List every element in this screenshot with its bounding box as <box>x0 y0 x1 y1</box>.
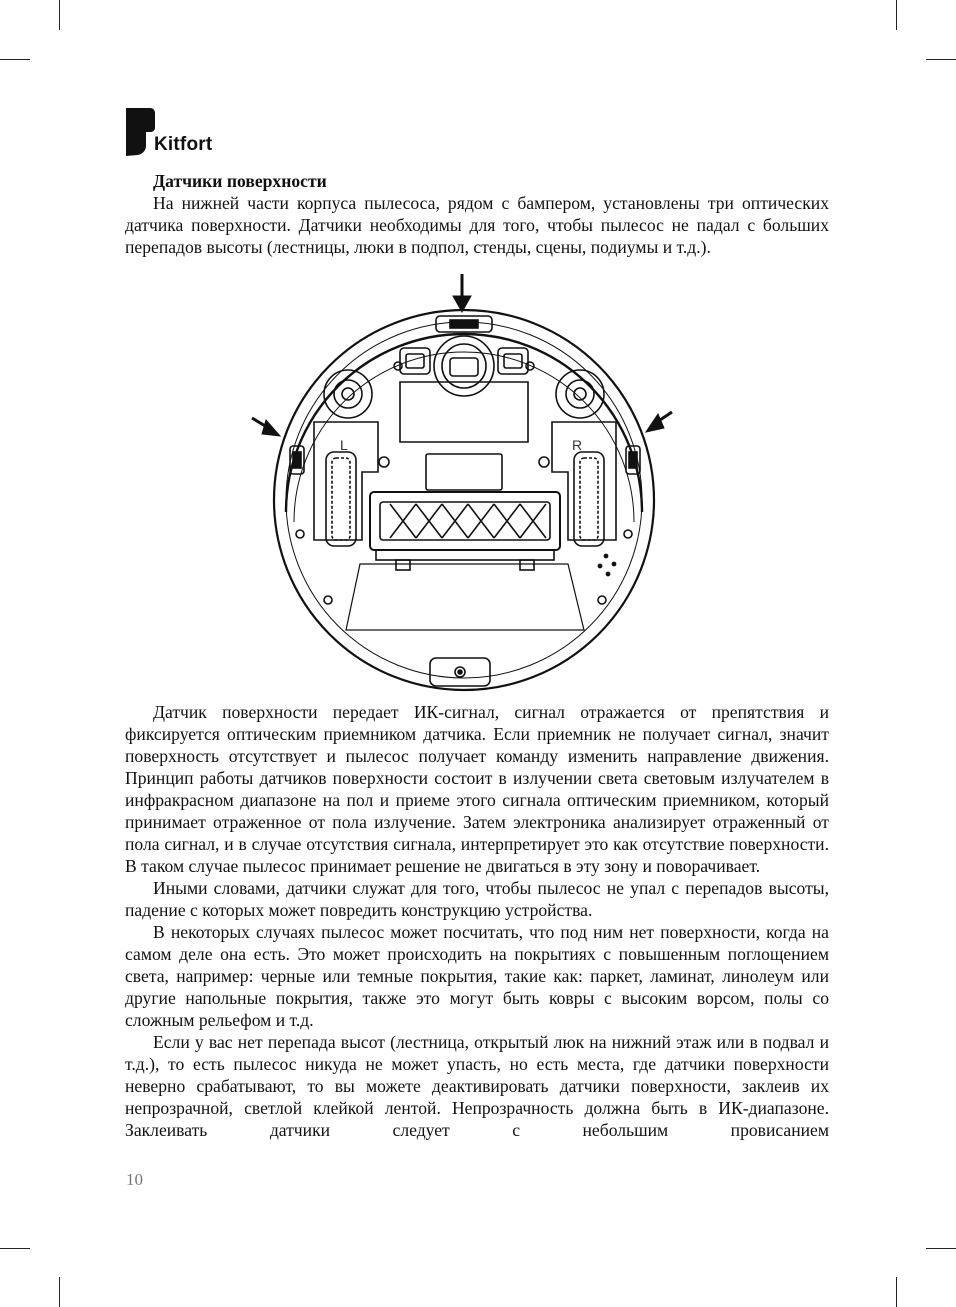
crop-mark <box>59 1277 60 1307</box>
body-text <box>125 701 829 1141</box>
crop-mark <box>0 1248 30 1249</box>
crop-mark <box>896 1277 897 1307</box>
brand-name: Kitfort <box>154 134 213 155</box>
wheel-left-label: L <box>340 437 348 453</box>
arrow-left-down-icon <box>646 414 664 432</box>
crop-mark <box>926 1248 956 1249</box>
intro-paragraph: На нижней части корпуса пылесоса, рядом с бампером, установлены три оптических датчика поверхности. Датчики необходимы для того, чтобы пылесос не падал с больших перепадов высоты (лестницы, люки в подпол, стенды, сцены, подиумы и т.д.). <box>125 193 829 257</box>
wheel-right-label: R <box>572 437 583 453</box>
crop-mark <box>896 0 897 30</box>
crop-mark <box>59 0 60 30</box>
arrow-right-down-icon <box>262 420 280 436</box>
intro-block <box>125 192 829 258</box>
page-number: 10 <box>126 1170 143 1189</box>
robot-bottom-diagram <box>250 272 680 692</box>
paragraph: Иными словами, датчики служат для того, чтобы пылесос не упал с перепадов высоты, падение с которых может повредить конструкцию устройства. <box>125 878 829 920</box>
section-title: Датчики поверхности <box>153 171 327 191</box>
crop-mark <box>0 59 30 60</box>
paragraph: Датчик поверхности передает ИК-сигнал, сигнал отражается от препятствия и фиксируется оптическим приемником датчика. Если приемник не получает сигнал, значит поверхность отсутствует и пылесос получает команду изменить направление движения. Принцип работы датчиков поверхности состоит в излучении света световым излучателем в инфракрасном диапазоне на пол и приеме этого сигнала оптическим приемником, который принимает отраженное от пола излучение. Затем электроника анализирует отраженный от пола сигнал, и в случае отсутствия сигнала, интерпретирует это как отсутствие поверхности. В таком случае пылесос принимает решение не двигаться в эту зону и поворачивает. <box>125 702 829 876</box>
paragraph: В некоторых случаях пылесос может посчитать, что под ним нет поверхности, когда на самом деле она есть. Это может происходить на покрытиях с повышенным поглощением света, например: черные или темные покрытия, такие как: паркет, ламинат, линолеум или другие напольные покрытия, также это могут быть ковры с высоким ворсом, полы со сложным рельефом и т.д. <box>125 922 829 1030</box>
paragraph: Если у вас нет перепада высот (лестница, открытый люк на нижний этаж или в подвал и т.д.), то есть пылесос никуда не может упасть, но есть места, где датчики поверхности неверно срабатывают, то вы можете деактивировать датчики поверхности, заклеив их непрозрачной, светлой клейкой лентой. Непрозрачность должна быть в ИК-диапазоне. Заклеивать датчики следует с небольшим провисанием <box>125 1032 829 1140</box>
crop-mark <box>926 59 956 60</box>
